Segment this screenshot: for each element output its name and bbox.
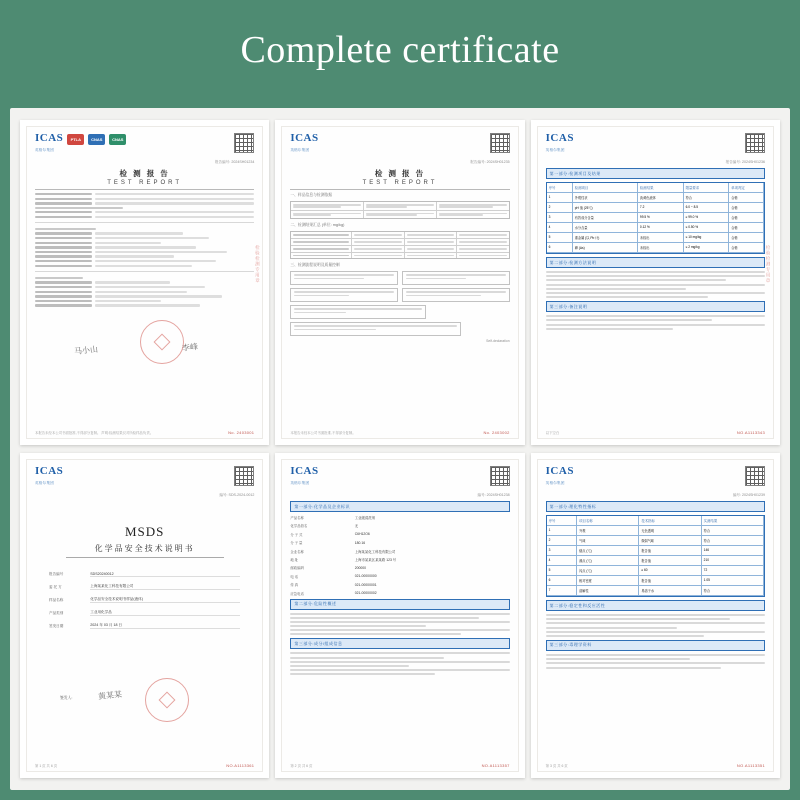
certificate-header-3 <box>546 133 765 159</box>
composition-text-block-5 <box>290 652 509 675</box>
table-row <box>291 246 508 253</box>
side-seal-text: 检验检测专用章 <box>765 245 771 284</box>
table-header-row: 序号 检测项目 检测结果 限量要求 单项判定 <box>547 183 764 193</box>
footer-code: No. 2403001 <box>228 430 255 435</box>
icas-logo: ICAS 英格尔集团 <box>35 132 64 152</box>
qr-code-icon <box>745 133 765 153</box>
certificate-footer-4 <box>35 763 254 768</box>
table-row <box>291 211 508 219</box>
footer-code: No. 2403002 <box>483 430 510 435</box>
msds-subtitle: 化学品安全技术说明书 <box>66 543 224 558</box>
report-number-6: 编号: 2024SH01239 <box>732 493 765 497</box>
list-item: 样品名称 化学品安全技术说明书样品(液体) <box>49 597 240 603</box>
divider <box>290 189 509 190</box>
footer-code: NO.A1113351 <box>736 763 765 768</box>
certificate-card-1[interactable] <box>20 120 269 445</box>
footer-note: 第 3 页 共 6 页 <box>545 764 568 768</box>
side-seal-text: 检验检测专用章 <box>255 245 261 284</box>
report-number-3: 报告编号: 2024SH01236 <box>725 160 765 164</box>
certificate-header-4 <box>35 466 254 492</box>
section-heading-2: 二、检测结果汇总 (单位: mg/kg) <box>290 223 345 228</box>
section-heading-3: 第三部分:毒理学资料 <box>546 640 765 651</box>
section-heading-1: 第一部分:化学品及企业标识 <box>290 501 509 512</box>
certificate-footer-3 <box>546 430 765 435</box>
list-item: 企业名称 上海某某化工科技有限公司 <box>290 549 396 554</box>
table-row: 4 沸点 (℃) 报告值 210 <box>547 556 764 566</box>
info-table-2 <box>290 201 509 219</box>
table-row: 6 相对密度 报告值 1.05 <box>547 576 764 586</box>
certificate-card-6[interactable] <box>531 453 780 778</box>
icas-logo: ICAS 英格尔集团 <box>35 465 64 485</box>
properties-table-6 <box>546 515 765 597</box>
footer-note: 本报告未经本公司书面批准,不得部分复制。 声明:检测结果仅对所检样品负责。 <box>35 431 154 435</box>
signature-1: 黄某某 <box>97 689 122 702</box>
document-title-cn-2: 检 测 报 告 <box>374 169 426 178</box>
lab-logo-group-2 <box>290 133 318 156</box>
list-item: 电 话 021-00000000 <box>290 574 377 579</box>
divider <box>35 189 254 190</box>
list-item: 化学品俗名 无 <box>290 524 359 529</box>
signature-2: 李峰 <box>181 341 199 353</box>
document-title-en-1: TEST REPORT <box>107 180 183 186</box>
list-item: 应急电话 021-00000002 <box>290 591 377 596</box>
table-row <box>291 253 508 259</box>
table-row: 7 溶解性 易溶于水 符合 <box>547 586 764 596</box>
table-row: 3 有效成分含量 99.5 % ≥ 99.0 % 合格 <box>547 213 764 223</box>
section-heading-1: 一、样品信息与检测依据 <box>290 193 333 197</box>
section-heading-2: 第二部分:危险性概述 <box>290 599 509 610</box>
document-title-cn-1: 检 测 报 告 <box>119 169 170 178</box>
footer-code: NO.A1113361 <box>226 763 255 768</box>
list-item: 地 址 上海市某某区某某路 123 号 <box>290 557 397 562</box>
method-text-block-3 <box>546 271 765 298</box>
list-item: 分 子 量 180.16 <box>290 540 366 546</box>
icas-logo: ICAS 英格尔集团 <box>545 132 574 152</box>
results-table-3 <box>546 182 765 254</box>
list-item: 报告编号 SDS20240012 <box>49 572 240 577</box>
hazard-text-block-5 <box>290 613 509 636</box>
section-heading-1: 第一部分:理化特性指标 <box>546 501 765 512</box>
certificate-page-4 <box>26 459 263 772</box>
flow-diagram-2 <box>290 271 509 336</box>
lab-logo-group-5 <box>290 466 318 489</box>
qr-code-icon <box>490 133 510 153</box>
certificate-page-6 <box>537 459 774 772</box>
certificate-page-3 <box>537 126 774 439</box>
footer-note: 本报告未经本公司书面批准,不得部分复制。 <box>290 431 356 435</box>
table-row <box>291 202 508 211</box>
toxicology-text-block-6 <box>546 654 765 669</box>
certificates-panel <box>10 108 790 790</box>
footer-code: NO.A1113357 <box>481 763 510 768</box>
accreditation-badge-cnas-2: CNAS <box>109 134 126 145</box>
body-text-block-1 <box>35 193 254 307</box>
table-header-row: 序号 项目名称 技术指标 实测结果 <box>547 516 764 526</box>
table-row: 3 熔点 (℃) 报告值 146 <box>547 546 764 556</box>
footer-note: 以下空白 <box>545 431 560 435</box>
table-row: 5 闪点 (℃) ≥ 60 72 <box>547 566 764 576</box>
self-declaration-note: Self-declaration <box>486 339 510 344</box>
list-item: 签发日期 2024 年 03 月 18 日 <box>49 623 240 629</box>
list-item: 传 真 021-00000001 <box>290 582 377 588</box>
certificate-footer-1 <box>35 430 254 435</box>
certificate-header-2 <box>290 133 509 159</box>
results-table-2 <box>290 231 509 259</box>
page-title: Complete certificate <box>240 29 560 71</box>
qr-code-icon <box>234 466 254 486</box>
qr-code-icon <box>234 133 254 153</box>
lab-logo-group-1 <box>35 133 126 156</box>
stability-text-block-6 <box>546 614 765 637</box>
report-number-1: 报告编号: 2024SH01234 <box>214 160 255 164</box>
certificate-header-1 <box>35 133 254 159</box>
qr-code-icon <box>745 466 765 486</box>
icas-logo: ICAS 英格尔集团 <box>290 132 319 152</box>
lab-logo-group-6 <box>546 466 574 489</box>
certificate-page-5 <box>281 459 518 772</box>
certificates-grid <box>10 108 790 790</box>
certificate-card-2[interactable] <box>275 120 524 445</box>
list-item: 产品名称 工业级清洗剂 <box>290 516 376 520</box>
section-heading-2: 第二部分:稳定性和反应活性 <box>546 600 765 611</box>
report-number-5: 编号: 2024SH01238 <box>477 493 510 497</box>
official-stamp <box>145 678 189 722</box>
table-row: 2 气味 微弱气味 符合 <box>547 536 764 546</box>
certificate-header-6 <box>546 466 765 492</box>
table-row <box>291 232 508 239</box>
official-stamp <box>140 320 184 364</box>
section-heading-3: 第三部分:成分/组成信息 <box>290 638 509 649</box>
section-heading-3: 三、检测流程说明及质量控制 <box>290 263 340 268</box>
section-heading-3: 第三部分:备注说明 <box>546 301 765 312</box>
icas-logo: ICAS 英格尔集团 <box>545 465 574 485</box>
table-row: 1 外观 无色透明 符合 <box>547 526 764 536</box>
table-row: 4 水分含量 0.12 % ≤ 0.50 % 合格 <box>547 223 764 233</box>
msds-title: MSDS <box>124 524 165 539</box>
certificate-footer-6 <box>546 763 765 768</box>
accreditation-badge-ptla: PTLA <box>67 134 84 145</box>
table-row <box>291 239 508 246</box>
remarks-text-block-3 <box>546 315 765 330</box>
lab-logo-group-3 <box>546 133 574 156</box>
identification-field-list <box>290 515 509 596</box>
section-heading-1: 第一部分:检测项目及结果 <box>546 168 765 179</box>
document-title-en-2: TEST REPORT <box>362 180 438 186</box>
icas-logo: ICAS 英格尔集团 <box>290 465 319 485</box>
list-item: 分 子 式 C6H12O6 <box>290 532 370 537</box>
certificate-card-4[interactable] <box>20 453 269 778</box>
certificate-page-1 <box>26 126 263 439</box>
lab-logo-group-4 <box>35 466 63 489</box>
report-number-4: 编号: SDS-2024-0012 <box>219 493 255 497</box>
msds-field-list <box>35 572 254 629</box>
signature-1: 马小山 <box>73 344 99 356</box>
certificate-header-5 <box>290 466 509 492</box>
list-item: 委 托 方 上海某某化工科技有限公司 <box>49 584 240 590</box>
signature-label: 签发人: <box>59 696 73 701</box>
table-row: 1 外观性状 淡黄色液体 符合 合格 <box>547 193 764 203</box>
accreditation-badge-cnas-1: CNAS <box>88 134 105 145</box>
certificate-footer-2 <box>290 430 509 435</box>
list-item: 产品类别 工业用化学品 <box>49 610 240 616</box>
table-row: 6 砷 (As) 未检出 ≤ 2 mg/kg 合格 <box>547 243 764 253</box>
qr-code-icon <box>490 466 510 486</box>
certificate-footer-5 <box>290 763 509 768</box>
table-row: 5 重金属 (以 Pb 计) 未检出 ≤ 10 mg/kg 合格 <box>547 233 764 243</box>
footer-note: 第 1 页 共 6 页 <box>35 764 58 768</box>
footer-code: NO.A1113343 <box>736 430 765 435</box>
footer-note: 第 2 页 共 6 页 <box>290 764 313 768</box>
section-heading-2: 第二部分:检测方法说明 <box>546 257 765 268</box>
list-item: 邮政编码 200000 <box>290 565 367 571</box>
certificate-card-3[interactable] <box>531 120 780 445</box>
certificate-card-5[interactable] <box>275 453 524 778</box>
table-row: 2 pH 值 (25℃) 7.2 6.0 ~ 8.5 合格 <box>547 203 764 213</box>
certificate-page-2 <box>281 126 518 439</box>
report-number-2: 报告编号: 2024SH01235 <box>470 160 510 164</box>
